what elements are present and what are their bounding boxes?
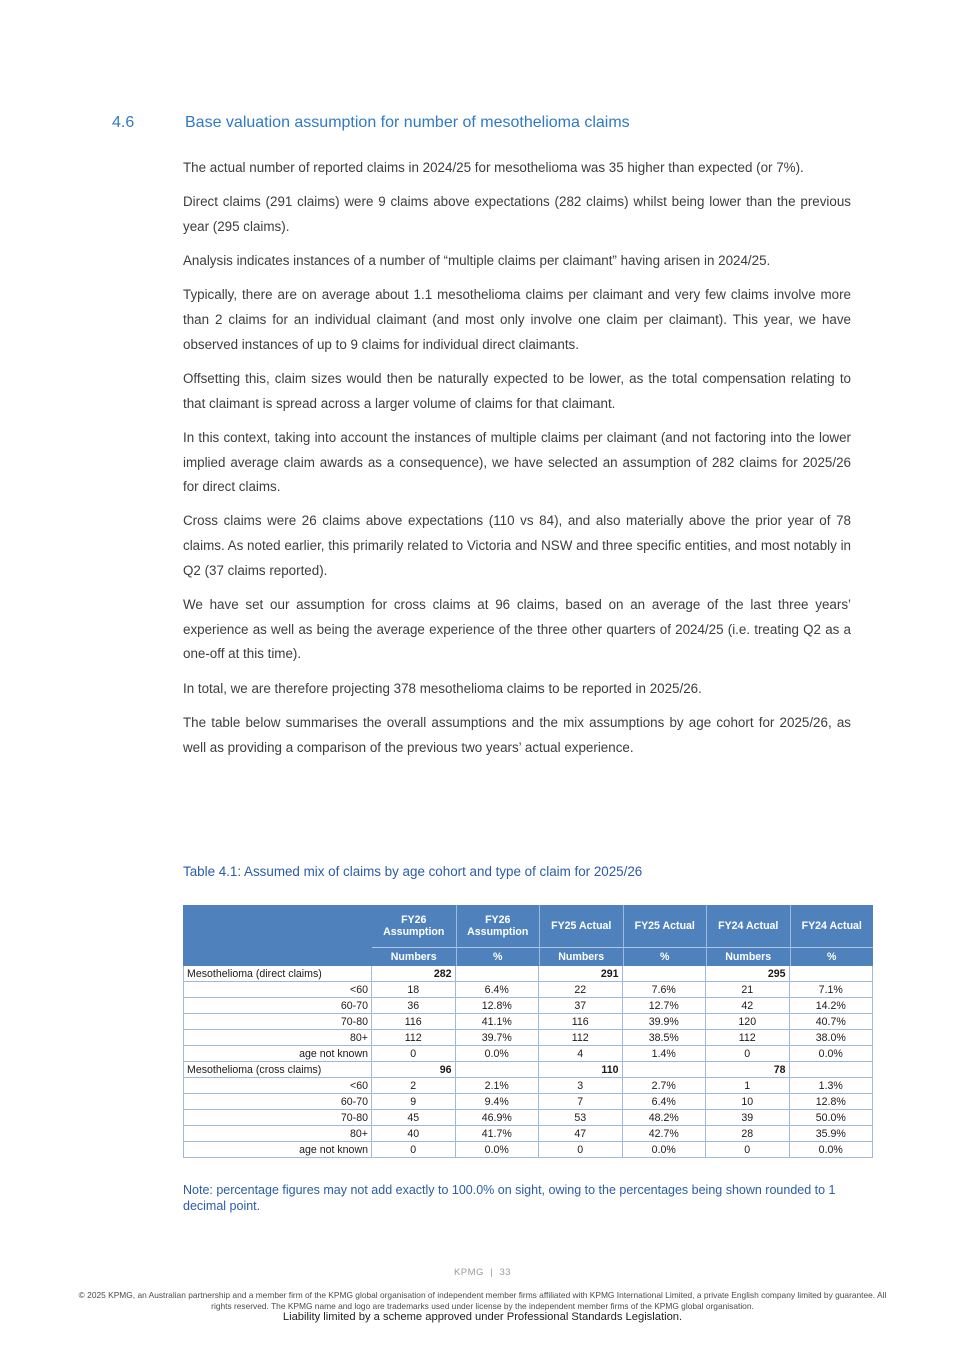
- age-label-cell: 70-80: [183, 1110, 372, 1126]
- value-cell: 116: [539, 1014, 623, 1030]
- age-label-cell: 80+: [183, 1030, 372, 1046]
- section-total-cell: 110: [539, 1062, 623, 1078]
- table-row: [183, 1030, 873, 1046]
- value-cell: 4: [539, 1046, 623, 1062]
- value-cell: 35.9%: [790, 1126, 874, 1142]
- value-cell: 10: [706, 1094, 790, 1110]
- table-row: [183, 982, 873, 998]
- subheader-fy26-pct: %: [456, 948, 540, 966]
- header-fy26-numbers-group: FY26 Assumption: [372, 905, 456, 948]
- section-total-cell: 291: [539, 966, 623, 982]
- paragraph: Direct claims (291 claims) were 9 claims above expectations (282 claims) whilst being lower than the previous year (295 claims).: [183, 194, 851, 234]
- footer-separator: |: [490, 1267, 494, 1278]
- value-cell: 2: [372, 1078, 456, 1094]
- section-total-cell: 78: [706, 1062, 790, 1078]
- value-cell: 39: [706, 1110, 790, 1126]
- value-cell: 46.9%: [456, 1110, 540, 1126]
- value-cell: 0.0%: [790, 1142, 874, 1158]
- footer-brand: KPMG: [453, 1267, 484, 1278]
- section-total-cell: 96: [372, 1062, 456, 1078]
- value-cell: 12.8%: [456, 998, 540, 1014]
- value-cell: 36: [372, 998, 456, 1014]
- value-cell: 7.1%: [790, 982, 874, 998]
- value-cell: 22: [539, 982, 623, 998]
- header-fy25-pct-group: FY25 Actual: [623, 905, 707, 948]
- value-cell: 1.4%: [623, 1046, 707, 1062]
- value-cell: 39.7%: [456, 1030, 540, 1046]
- paragraph: The table below summarises the overall assumptions and the mix assumptions by age cohort for 2025/26, as well as providing a comparison of the previous two years’ actual experience.: [183, 714, 851, 755]
- value-cell: 0: [706, 1046, 790, 1062]
- value-cell: 42: [706, 998, 790, 1014]
- age-label-cell: 60-70: [183, 1094, 372, 1110]
- header-label-cell: [183, 905, 372, 966]
- section-title: Base valuation assumption for number of mesothelioma claims: [185, 114, 630, 131]
- age-label-cell: 60-70: [183, 998, 372, 1014]
- value-cell: 47: [539, 1126, 623, 1142]
- age-label-cell: <60: [183, 1078, 372, 1094]
- value-cell: 45: [372, 1110, 456, 1126]
- paragraph: Analysis indicates instances of a number of “multiple claims per claimant” having arisen in 2024/25.: [183, 253, 771, 269]
- empty-cell: [623, 966, 707, 982]
- copyright-text: © 2025 KPMG, an Australian partnership and a member firm of the KPMG global organisation of independent member firms affiliated with KPMG International Limited, a private English company limited by guarantee. All rights reserved. The KPMG name and logo are trademarks used under license by the independent member firms of the KPMG global organisation.: [78, 1290, 887, 1311]
- paragraph: We have set our assumption for cross claims at 96 claims, based on an average of the last three years’ experience as well as being the average experience of the three other quarters of 2024/25 (i.e. treating Q2 as a one-off at this time).: [183, 597, 851, 662]
- empty-cell: [456, 1062, 540, 1078]
- age-label-cell: <60: [183, 982, 372, 998]
- value-cell: 116: [372, 1014, 456, 1030]
- value-cell: 21: [706, 982, 790, 998]
- value-cell: 41.1%: [456, 1014, 540, 1030]
- value-cell: 38.5%: [623, 1030, 707, 1046]
- empty-cell: [790, 1062, 874, 1078]
- paragraph: In total, we are therefore projecting 378 mesothelioma claims to be reported in 2025/26.: [183, 680, 702, 696]
- value-cell: 6.4%: [456, 982, 540, 998]
- table-row: [183, 1110, 873, 1126]
- section-number: 4.6: [112, 114, 135, 131]
- section-label-cell: Mesothelioma (direct claims): [183, 966, 372, 982]
- paragraph: Typically, there are on average about 1.1 mesothelioma claims per claimant and very few claims involve more than 2 claims for an individual claimant (and most only involve one claim per claimant). This year, we have observed instances of up to 9 claims for individual direct claimants.: [183, 287, 851, 352]
- value-cell: 7.6%: [623, 982, 707, 998]
- liability-text: Liability limited by a scheme approved under Professional Standards Legislation.: [282, 1311, 683, 1323]
- header-fy26-pct-group: FY26 Assumption: [456, 905, 540, 948]
- value-cell: 38.0%: [790, 1030, 874, 1046]
- header-fy24-pct-group: FY24 Actual: [790, 905, 874, 948]
- value-cell: 41.7%: [456, 1126, 540, 1142]
- value-cell: 14.2%: [790, 998, 874, 1014]
- value-cell: 7: [539, 1094, 623, 1110]
- table-row: [183, 1046, 873, 1062]
- table-row: [183, 1078, 873, 1094]
- value-cell: 3: [539, 1078, 623, 1094]
- section-total-cell: 282: [372, 966, 456, 982]
- footer-page-number: 33: [499, 1267, 512, 1278]
- age-label-cell: 80+: [183, 1126, 372, 1142]
- value-cell: 112: [372, 1030, 456, 1046]
- value-cell: 6.4%: [623, 1094, 707, 1110]
- table-row: [183, 1014, 873, 1030]
- note-text: Note: percentage figures may not add exactly to 100.0% on sight, owing to the percentages being shown rounded to 1 decimal point.: [183, 1183, 836, 1213]
- paragraph: Cross claims were 26 claims above expectations (110 vs 84), and also materially above the prior year of 78 claims. As noted earlier, this primarily related to Victoria and NSW and three specific entities, and most notably in Q2 (37 claims reported).: [183, 513, 851, 578]
- value-cell: 42.7%: [623, 1126, 707, 1142]
- value-cell: 12.8%: [790, 1094, 874, 1110]
- empty-cell: [623, 1062, 707, 1078]
- paragraph: Offsetting this, claim sizes would then be naturally expected to be lower, as the total compensation relating to that claimant is spread across a larger volume of claims for that claimant.: [183, 370, 851, 411]
- subheader-fy25-numbers: Numbers: [539, 948, 623, 966]
- header-fy25-numbers-group: FY25 Actual: [539, 905, 623, 948]
- body-paragraphs: [183, 156, 851, 770]
- table-caption: Table 4.1: Assumed mix of claims by age cohort and type of claim for 2025/26: [183, 864, 643, 879]
- paragraph: In this context, taking into account the instances of multiple claims per claimant (and not factoring into the lower implied average claim awards as a consequence), we have selected an assumption of 282 claims for 2025/26 for direct claims.: [183, 429, 851, 495]
- value-cell: 40: [372, 1126, 456, 1142]
- value-cell: 0.0%: [790, 1046, 874, 1062]
- header-fy24-numbers-group: FY24 Actual: [706, 905, 790, 948]
- value-cell: 37: [539, 998, 623, 1014]
- value-cell: 0: [372, 1142, 456, 1158]
- value-cell: 53: [539, 1110, 623, 1126]
- value-cell: 40.7%: [790, 1014, 874, 1030]
- paragraph: The actual number of reported claims in 2024/25 for mesothelioma was 35 higher than expected (or 7%).: [183, 160, 804, 175]
- age-label-cell: age not known: [183, 1046, 372, 1062]
- value-cell: 0.0%: [623, 1142, 707, 1158]
- subheader-fy25-pct: %: [623, 948, 707, 966]
- value-cell: 1.3%: [790, 1078, 874, 1094]
- table-row: [183, 1142, 873, 1158]
- value-cell: 120: [706, 1014, 790, 1030]
- value-cell: 50.0%: [790, 1110, 874, 1126]
- value-cell: 9: [372, 1094, 456, 1110]
- value-cell: 0: [372, 1046, 456, 1062]
- claims-table-wrapper: [183, 905, 873, 1158]
- value-cell: 0: [539, 1142, 623, 1158]
- value-cell: 112: [539, 1030, 623, 1046]
- value-cell: 0.0%: [456, 1142, 540, 1158]
- value-cell: 0.0%: [456, 1046, 540, 1062]
- table-section-row: [183, 966, 873, 982]
- section-total-cell: 295: [706, 966, 790, 982]
- section-label-cell: Mesothelioma (cross claims): [183, 1062, 372, 1078]
- section-heading: [112, 114, 872, 132]
- claims-table: [183, 905, 873, 1158]
- value-cell: 2.7%: [623, 1078, 707, 1094]
- table-row: [183, 1126, 873, 1142]
- page-footer-number: [0, 1267, 965, 1278]
- table-row: [183, 998, 873, 1014]
- value-cell: 48.2%: [623, 1110, 707, 1126]
- empty-cell: [790, 966, 874, 982]
- value-cell: 12.7%: [623, 998, 707, 1014]
- age-label-cell: 70-80: [183, 1014, 372, 1030]
- table-row: [183, 1094, 873, 1110]
- value-cell: 1: [706, 1078, 790, 1094]
- value-cell: 2.1%: [456, 1078, 540, 1094]
- subheader-fy24-numbers: Numbers: [706, 948, 790, 966]
- value-cell: 0: [706, 1142, 790, 1158]
- value-cell: 18: [372, 982, 456, 998]
- subheader-fy26-numbers: Numbers: [372, 948, 456, 966]
- value-cell: 28: [706, 1126, 790, 1142]
- table-section-row: [183, 1062, 873, 1078]
- value-cell: 9.4%: [456, 1094, 540, 1110]
- value-cell: 112: [706, 1030, 790, 1046]
- subheader-fy24-pct: %: [790, 948, 874, 966]
- empty-cell: [456, 966, 540, 982]
- age-label-cell: age not known: [183, 1142, 372, 1158]
- value-cell: 39.9%: [623, 1014, 707, 1030]
